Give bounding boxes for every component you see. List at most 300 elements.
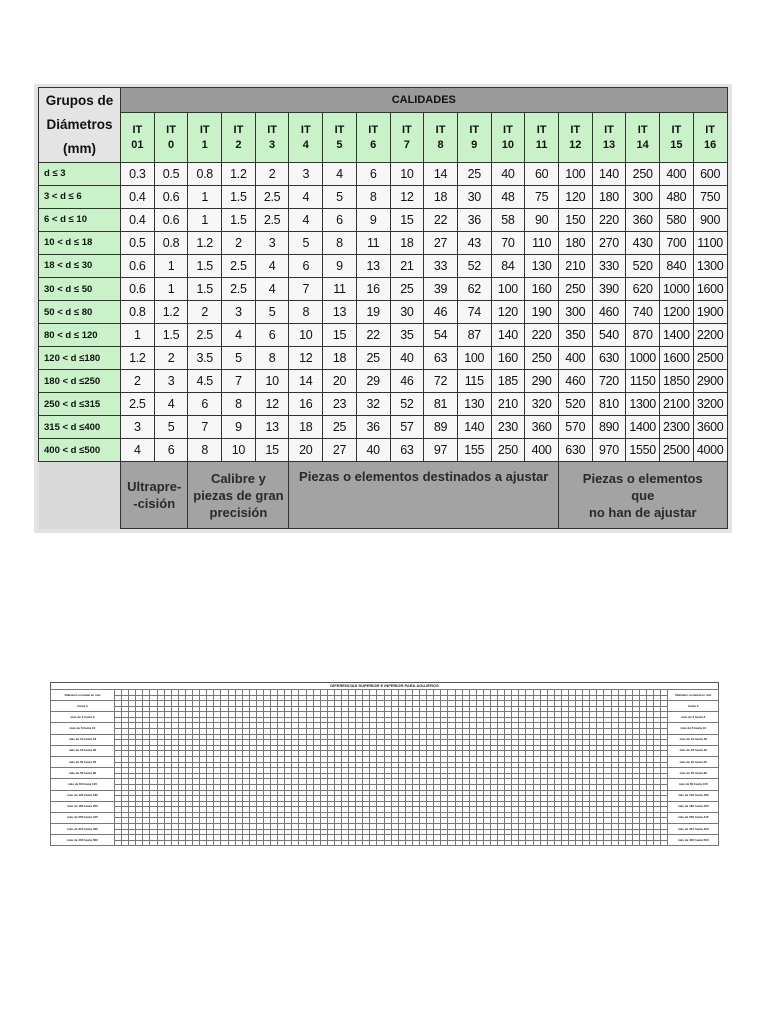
tolerance-value-cell: 10 (289, 324, 323, 347)
tolerance-value-cell: 18 (323, 347, 357, 370)
small-row-label-right: más de 315 hasta 400 (668, 824, 719, 835)
hole-deviations-table (50, 682, 719, 842)
it-grade-header (660, 113, 694, 162)
tolerance-value-cell: 2.5 (255, 208, 289, 231)
tolerance-value-cell: 7 (289, 278, 323, 301)
tolerance-value-cell: 19 (356, 301, 390, 324)
small-row-label: más de 18 hasta 30 (51, 745, 115, 756)
small-value-cell (405, 840, 412, 846)
tolerance-value-cell: 25 (457, 162, 491, 185)
tolerance-value-cell: 6 (289, 254, 323, 277)
tolerance-value-cell: 430 (626, 231, 660, 254)
tolerance-value-cell: 2500 (693, 347, 727, 370)
diameter-range-label: 30 < d ≤ 50 (39, 278, 121, 301)
tolerance-value-cell: 3 (121, 416, 155, 439)
small-row-label-right: más de 18 hasta 30 (668, 745, 719, 756)
small-value-cell (334, 840, 341, 846)
small-value-cell (214, 840, 221, 846)
tolerance-value-cell: 9 (356, 208, 390, 231)
small-value-cell (590, 840, 597, 846)
it-tolerance-table (38, 87, 728, 529)
tolerance-value-cell: 54 (424, 324, 458, 347)
small-value-cell (313, 840, 320, 846)
tolerance-value-cell: 130 (457, 393, 491, 416)
tolerance-value-cell: 43 (457, 231, 491, 254)
small-row-label: más de 3 hasta 6 (51, 712, 115, 723)
tolerance-value-cell: 81 (424, 393, 458, 416)
small-value-cell (285, 840, 292, 846)
tolerance-value-cell: 57 (390, 416, 424, 439)
small-value-cell (554, 840, 561, 846)
it-grade-header (626, 113, 660, 162)
tolerance-value-cell: 62 (457, 278, 491, 301)
small-value-cell (256, 840, 263, 846)
small-value-cell (576, 840, 583, 846)
tolerance-value-cell: 220 (525, 324, 559, 347)
tolerance-value-cell: 900 (693, 208, 727, 231)
tolerance-value-cell: 2200 (693, 324, 727, 347)
application-category: Ultrapre- -cisión (121, 462, 188, 529)
small-value-cell (519, 840, 526, 846)
tolerance-value-cell: 180 (592, 185, 626, 208)
it-prefix: IT (503, 123, 513, 136)
small-row-label-right: hasta 3 (668, 701, 719, 712)
tolerance-value-cell: 1000 (660, 278, 694, 301)
tolerance-value-cell: 97 (424, 439, 458, 462)
tolerance-value-cell: 0.6 (154, 185, 188, 208)
tolerance-value-cell: 46 (390, 370, 424, 393)
tolerance-value-cell: 1200 (660, 301, 694, 324)
tolerance-value-cell: 1150 (626, 370, 660, 393)
hole-deviations-title: DIFERENCIAS SUPERIOR E INFERIOR PARA AGUJEROS (50, 682, 719, 689)
small-row-label: más de 50 hasta 80 (51, 768, 115, 779)
tolerance-value-cell: 320 (525, 393, 559, 416)
tolerance-value-cell: 22 (424, 208, 458, 231)
table-row (39, 162, 728, 185)
tolerance-value-cell: 1400 (626, 416, 660, 439)
tolerance-value-cell: 840 (660, 254, 694, 277)
tolerance-value-cell: 1100 (693, 231, 727, 254)
table-row (39, 231, 728, 254)
it-tolerance-table-frame (34, 84, 732, 533)
tolerance-value-cell: 18 (424, 185, 458, 208)
it-grade-number: 3 (269, 138, 276, 151)
small-value-cell (469, 840, 476, 846)
diameter-range-label: 3 < d ≤ 6 (39, 185, 121, 208)
tolerance-value-cell: 2300 (660, 416, 694, 439)
it-grade-header (255, 113, 289, 162)
tolerance-value-cell: 330 (592, 254, 626, 277)
small-value-cell (349, 840, 356, 846)
tolerance-value-cell: 1 (154, 254, 188, 277)
small-value-cell (611, 840, 618, 846)
tolerance-value-cell: 630 (558, 439, 592, 462)
small-value-cell (320, 840, 327, 846)
tolerance-value-cell: 15 (323, 324, 357, 347)
small-row-label-right: más de 80 hasta 120 (668, 779, 719, 790)
tolerance-value-cell: 7 (222, 370, 256, 393)
tolerance-value-cell: 3 (255, 231, 289, 254)
tolerance-value-cell: 100 (491, 278, 525, 301)
it-prefix: IT (401, 123, 412, 136)
tolerance-value-cell: 4 (255, 278, 289, 301)
table-row (39, 370, 728, 393)
tolerance-value-cell: 870 (626, 324, 660, 347)
tolerance-value-cell: 140 (457, 416, 491, 439)
tolerance-value-cell: 18 (289, 416, 323, 439)
it-prefix: IT (469, 123, 480, 136)
tolerance-value-cell: 3 (154, 370, 188, 393)
tolerance-value-cell: 270 (592, 231, 626, 254)
tolerance-value-cell: 1400 (660, 324, 694, 347)
tolerance-value-cell: 520 (558, 393, 592, 416)
small-value-cell (490, 840, 497, 846)
tolerance-value-cell: 4 (222, 324, 256, 347)
tolerance-value-cell: 18 (390, 231, 424, 254)
tolerance-value-cell: 250 (491, 439, 525, 462)
small-value-cell (122, 840, 129, 846)
tolerance-value-cell: 2.5 (222, 278, 256, 301)
it-prefix: IT (300, 123, 311, 136)
it-grade-number: 14 (636, 138, 649, 151)
tolerance-value-cell: 13 (323, 301, 357, 324)
it-grade-number: 8 (437, 138, 444, 151)
tolerance-value-cell: 8 (323, 231, 357, 254)
tolerance-value-cell: 210 (558, 254, 592, 277)
small-right-header: Diámetro nominal en mm (668, 690, 719, 701)
small-value-cell (639, 840, 646, 846)
tolerance-value-cell: 160 (525, 278, 559, 301)
tolerance-value-cell: 1300 (626, 393, 660, 416)
small-value-cell (200, 840, 207, 846)
small-value-cell (150, 840, 157, 846)
small-value-cell (164, 840, 171, 846)
tolerance-value-cell: 230 (491, 416, 525, 439)
small-value-cell (207, 840, 214, 846)
it-grade-header (693, 113, 727, 162)
tolerance-value-cell: 1550 (626, 439, 660, 462)
small-value-cell (540, 840, 547, 846)
tolerance-value-cell: 250 (525, 347, 559, 370)
tolerance-value-cell: 0.4 (121, 208, 155, 231)
it-grade-header (356, 113, 390, 162)
table-row (39, 301, 728, 324)
tolerance-value-cell: 0.6 (121, 254, 155, 277)
small-row-label: más de 400 hasta 500 (51, 835, 115, 846)
tolerance-value-cell: 14 (289, 370, 323, 393)
tolerance-value-cell: 21 (390, 254, 424, 277)
tolerance-value-cell: 400 (558, 347, 592, 370)
tolerance-value-cell: 9 (323, 254, 357, 277)
it-grade-number: 16 (704, 138, 717, 151)
tolerance-value-cell: 1.5 (188, 254, 222, 277)
tolerance-value-cell: 140 (491, 324, 525, 347)
small-value-cell (235, 840, 242, 846)
it-prefix: IT (705, 123, 716, 136)
small-value-cell (604, 840, 611, 846)
tolerance-value-cell: 2100 (660, 393, 694, 416)
it-grade-header (525, 113, 559, 162)
tolerance-value-cell: 0.5 (121, 231, 155, 254)
small-value-cell (115, 840, 122, 846)
tolerance-value-cell: 25 (323, 416, 357, 439)
tolerance-value-cell: 6 (188, 393, 222, 416)
tolerance-value-cell: 12 (289, 347, 323, 370)
tolerance-value-cell: 1.5 (188, 278, 222, 301)
small-value-cell (157, 840, 164, 846)
tolerance-value-cell: 220 (592, 208, 626, 231)
tolerance-value-cell: 580 (660, 208, 694, 231)
small-value-cell (441, 840, 448, 846)
small-table-row (51, 840, 719, 846)
small-value-cell (398, 840, 405, 846)
tolerance-value-cell: 810 (592, 393, 626, 416)
header-row-calidades (39, 88, 728, 113)
tolerance-value-cell: 10 (390, 162, 424, 185)
tolerance-value-cell: 180 (558, 231, 592, 254)
tolerance-value-cell: 1 (188, 185, 222, 208)
table-row (39, 393, 728, 416)
small-row-label-right: más de 10 hasta 18 (668, 734, 719, 745)
it-grade-number: 12 (569, 138, 582, 151)
tolerance-value-cell: 27 (323, 439, 357, 462)
small-value-cell (193, 840, 200, 846)
tolerance-value-cell: 46 (424, 301, 458, 324)
tolerance-value-cell: 0.6 (154, 208, 188, 231)
small-row-label: más de 6 hasta 10 (51, 723, 115, 734)
tolerance-value-cell: 22 (356, 324, 390, 347)
tolerance-value-cell: 1 (154, 278, 188, 301)
tolerance-value-cell: 630 (592, 347, 626, 370)
it-grade-number: 15 (670, 138, 683, 151)
tolerance-value-cell: 480 (660, 185, 694, 208)
table-row (39, 254, 728, 277)
tolerance-value-cell: 2 (255, 162, 289, 185)
small-value-cell (221, 840, 228, 846)
tolerance-value-cell: 1.2 (154, 301, 188, 324)
tolerance-value-cell: 15 (390, 208, 424, 231)
tolerance-value-cell: 720 (592, 370, 626, 393)
small-value-cell (129, 840, 136, 846)
it-prefix: IT (132, 123, 143, 136)
tolerance-value-cell: 115 (457, 370, 491, 393)
tolerance-value-cell: 4000 (693, 439, 727, 462)
tolerance-value-cell: 40 (356, 439, 390, 462)
it-grade-number: 11 (535, 138, 548, 151)
diameter-range-label: 400 < d ≤500 (39, 439, 121, 462)
small-value-cell (533, 840, 540, 846)
diameter-range-label: 80 < d ≤ 120 (39, 324, 121, 347)
tolerance-value-cell: 40 (390, 347, 424, 370)
small-value-cell (455, 840, 462, 846)
footer-empty-cell (39, 462, 121, 529)
tolerance-value-cell: 36 (356, 416, 390, 439)
small-row-label-right: más de 250 hasta 315 (668, 812, 719, 823)
tolerance-value-cell: 74 (457, 301, 491, 324)
tolerance-value-cell: 13 (255, 416, 289, 439)
small-value-cell (448, 840, 455, 846)
small-value-cell (561, 840, 568, 846)
it-grade-header (390, 113, 424, 162)
tolerance-value-cell: 300 (626, 185, 660, 208)
tolerance-value-cell: 970 (592, 439, 626, 462)
tolerance-value-cell: 360 (626, 208, 660, 231)
tolerance-value-cell: 35 (390, 324, 424, 347)
it-grade-number: 10 (501, 138, 515, 151)
tolerance-value-cell: 52 (390, 393, 424, 416)
tolerance-value-cell: 140 (592, 162, 626, 185)
small-value-cell (363, 840, 370, 846)
tolerance-value-cell: 1 (188, 208, 222, 231)
it-prefix: IT (334, 123, 345, 136)
tolerance-value-cell: 8 (289, 301, 323, 324)
tolerance-value-cell: 10 (222, 439, 256, 462)
tolerance-value-cell: 25 (356, 347, 390, 370)
diameter-range-label: 18 < d ≤ 30 (39, 254, 121, 277)
tolerance-value-cell: 620 (626, 278, 660, 301)
small-value-cell (263, 840, 270, 846)
tolerance-value-cell: 1.5 (222, 208, 256, 231)
tolerance-value-cell: 1900 (693, 301, 727, 324)
tolerance-value-cell: 8 (188, 439, 222, 462)
tolerance-value-cell: 460 (592, 301, 626, 324)
tolerance-value-cell: 0.8 (188, 162, 222, 185)
tolerance-value-cell: 15 (255, 439, 289, 462)
small-value-cell (547, 840, 554, 846)
tolerance-value-cell: 75 (525, 185, 559, 208)
tolerance-value-cell: 350 (558, 324, 592, 347)
tolerance-value-cell: 4 (255, 254, 289, 277)
small-value-cell (228, 840, 235, 846)
it-grade-header (424, 113, 458, 162)
tolerance-value-cell: 87 (457, 324, 491, 347)
small-value-cell (143, 840, 150, 846)
tolerance-value-cell: 2.5 (255, 185, 289, 208)
tolerance-value-cell: 190 (525, 301, 559, 324)
tolerance-value-cell: 3.5 (188, 347, 222, 370)
small-row-label-right: más de 400 hasta 500 (668, 835, 719, 846)
tolerance-value-cell: 11 (356, 231, 390, 254)
tolerance-value-cell: 1600 (693, 278, 727, 301)
tolerance-value-cell: 400 (660, 162, 694, 185)
small-value-cell (356, 840, 363, 846)
small-value-cell (185, 840, 192, 846)
diameter-range-label: 250 < d ≤315 (39, 393, 121, 416)
tolerance-value-cell: 13 (356, 254, 390, 277)
tolerance-value-cell: 1600 (660, 347, 694, 370)
it-grade-number: 4 (302, 138, 309, 151)
it-grade-header (121, 113, 155, 162)
tolerance-value-cell: 84 (491, 254, 525, 277)
tolerance-value-cell: 1.2 (121, 347, 155, 370)
small-value-cell (412, 840, 419, 846)
table-row (39, 347, 728, 370)
footer-row-applications (39, 462, 728, 529)
tolerance-value-cell: 160 (491, 347, 525, 370)
tolerance-value-cell: 400 (525, 439, 559, 462)
tolerance-value-cell: 1000 (626, 347, 660, 370)
small-value-cell (178, 840, 185, 846)
small-value-cell (632, 840, 639, 846)
tolerance-value-cell: 5 (323, 185, 357, 208)
it-grade-header (558, 113, 592, 162)
tolerance-value-cell: 2.5 (222, 254, 256, 277)
small-row-label-right: más de 3 hasta 6 (668, 712, 719, 723)
tolerance-value-cell: 90 (525, 208, 559, 231)
small-value-cell (661, 840, 668, 846)
tolerance-value-cell: 89 (424, 416, 458, 439)
tolerance-value-cell: 25 (390, 278, 424, 301)
tolerance-value-cell: 600 (693, 162, 727, 185)
small-value-cell (569, 840, 576, 846)
it-grade-number: 2 (235, 138, 242, 151)
tolerance-value-cell: 4 (121, 439, 155, 462)
diameter-range-label: 180 < d ≤250 (39, 370, 121, 393)
it-grade-number: 1 (201, 138, 208, 151)
small-value-cell (654, 840, 661, 846)
small-value-cell (306, 840, 313, 846)
application-category: Piezas o elementos que no han de ajustar (558, 462, 727, 529)
small-value-cell (420, 840, 427, 846)
diameter-range-label: 10 < d ≤ 18 (39, 231, 121, 254)
small-value-cell (377, 840, 384, 846)
tolerance-value-cell: 52 (457, 254, 491, 277)
it-prefix: IT (368, 123, 379, 136)
tolerance-value-cell: 23 (323, 393, 357, 416)
table-row (39, 439, 728, 462)
tolerance-value-cell: 3600 (693, 416, 727, 439)
tolerance-value-cell: 5 (255, 301, 289, 324)
application-category: Calibre y piezas de gran precisión (188, 462, 289, 529)
tolerance-value-cell: 20 (289, 439, 323, 462)
small-value-cell (434, 840, 441, 846)
calidades-header: CALIDADES (121, 88, 728, 113)
tolerance-value-cell: 700 (660, 231, 694, 254)
tolerance-value-cell: 1 (121, 324, 155, 347)
tolerance-value-cell: 0.8 (121, 301, 155, 324)
application-category: Piezas o elementos destinados a ajustar (289, 462, 559, 529)
small-value-cell (292, 840, 299, 846)
small-row-label: más de 30 hasta 50 (51, 756, 115, 767)
diameter-groups-header: Grupos de Diámetros (mm) (39, 88, 121, 163)
tolerance-value-cell: 12 (255, 393, 289, 416)
it-prefix: IT (435, 123, 446, 136)
tolerance-value-cell: 27 (424, 231, 458, 254)
tolerance-value-cell: 6 (323, 208, 357, 231)
table-row (39, 208, 728, 231)
tolerance-value-cell: 520 (626, 254, 660, 277)
it-grade-number: 01 (131, 138, 144, 151)
tolerance-value-cell: 250 (558, 278, 592, 301)
it-grade-number: 13 (602, 138, 616, 151)
tolerance-value-cell: 14 (424, 162, 458, 185)
tolerance-value-cell: 155 (457, 439, 491, 462)
it-grade-header (154, 113, 188, 162)
tolerance-value-cell: 12 (390, 185, 424, 208)
tolerance-value-cell: 3200 (693, 393, 727, 416)
small-value-cell (462, 840, 469, 846)
tolerance-value-cell: 6 (255, 324, 289, 347)
small-row-label: más de 120 hasta 180 (51, 790, 115, 801)
tolerance-value-cell: 8 (255, 347, 289, 370)
it-grade-header (323, 113, 357, 162)
small-value-cell (618, 840, 625, 846)
tolerance-value-cell: 540 (592, 324, 626, 347)
tolerance-value-cell: 2.5 (188, 324, 222, 347)
small-row-label-right: más de 6 hasta 10 (668, 723, 719, 734)
diameter-range-label: 50 < d ≤ 80 (39, 301, 121, 324)
tolerance-value-cell: 32 (356, 393, 390, 416)
